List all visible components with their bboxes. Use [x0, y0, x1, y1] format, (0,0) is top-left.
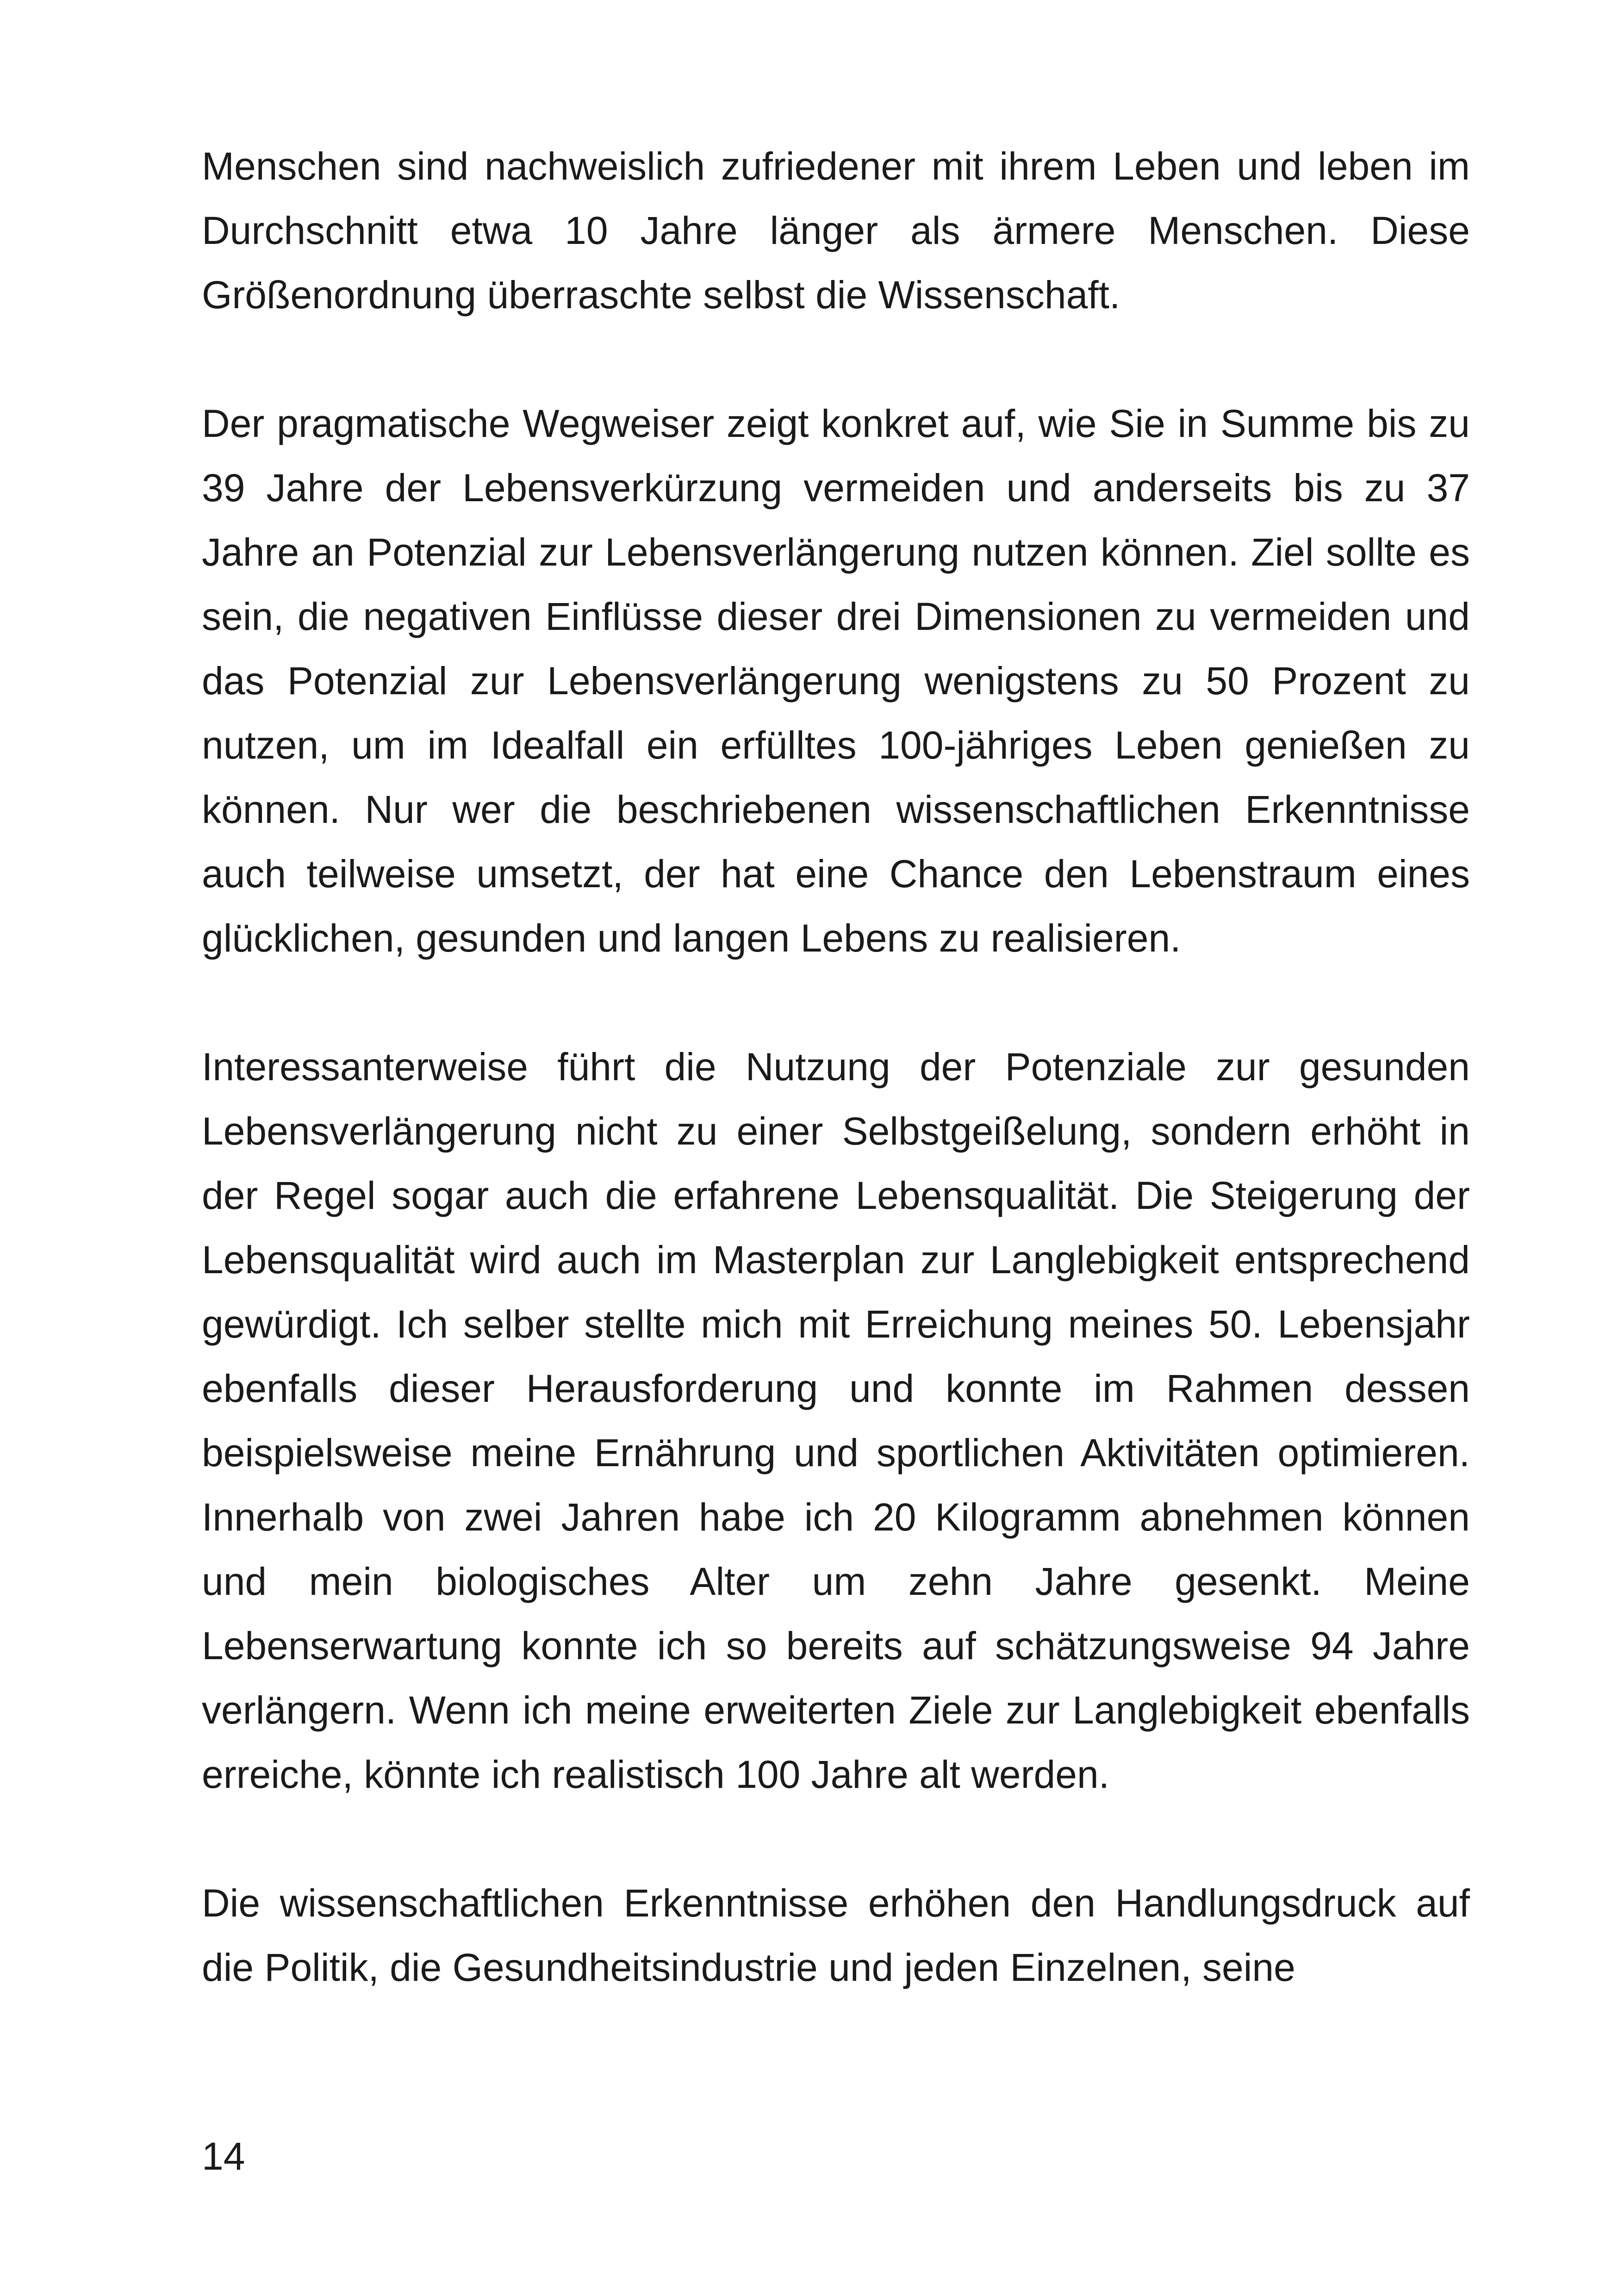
paragraph-2: Der pragmatische Wegweiser zeigt konkret auf, wie Sie in Summe bis zu 39 Jahre der Lebensverkürzung vermeiden und anderseits bis zu 37 Jahre an Potenzial zur Lebensverlängerung nutzen können. Ziel sollte es sein, die negativen Einflüsse dieser drei Dimensionen zu vermeiden und das Potenzial zur Lebensverlängerung wenigstens zu 50 Prozent zu nutzen, um im Idealfall ein erfülltes 100-jähriges Leben genießen zu können. Nur wer die beschriebenen wissenschaftlichen Erkenntnisse auch teilweise umsetzt, der hat eine Chance den Lebenstraum eines glücklichen, gesunden und langen Lebens zu realisieren. — [202, 402, 1470, 960]
paragraph-1: Menschen sind nachweislich zufriedener mit ihrem Leben und leben im Durchschnitt etwa 10 Jahre länger als ärmere Menschen. Diese Größenordnung überraschte selbst die Wissenschaft. — [202, 144, 1470, 317]
paragraph-4: Die wissenschaftlichen Erkenntnisse erhöhen den Handlungsdruck auf die Politik, die Gesundheitsindustrie und jeden Einzelnen, seine — [202, 1881, 1470, 1989]
paragraph-3: Interessanterweise führt die Nutzung der Potenziale zur gesunden Lebensverlängerung nicht zu einer Selbstgeißelung, sondern erhöht in der Regel sogar auch die erfahrene Lebensqualität. Die Steigerung der Lebensqualität wird auch im Masterplan zur Langlebigkeit entsprechend gewürdigt. Ich selber stellte mich mit Erreichung meines 50. Lebensjahr ebenfalls dieser Herausforderung und konnte im Rahmen dessen beispielsweise meine Ernährung und sportlichen Aktivitäten optimieren. Innerhalb von zwei Jahren habe ich 20 Kilogramm abnehmen können und mein biologisches Alter um zehn Jahre gesenkt. Meine Lebenserwartung konnte ich so bereits auf schätzungsweise 94 Jahre verlängern. Wenn ich meine erweiterten Ziele zur Langlebigkeit ebenfalls erreiche, könnte ich realistisch 100 Jahre alt werden. — [202, 1045, 1470, 1796]
body-text — [202, 134, 1470, 2000]
page-number: 14 — [202, 2134, 245, 2178]
